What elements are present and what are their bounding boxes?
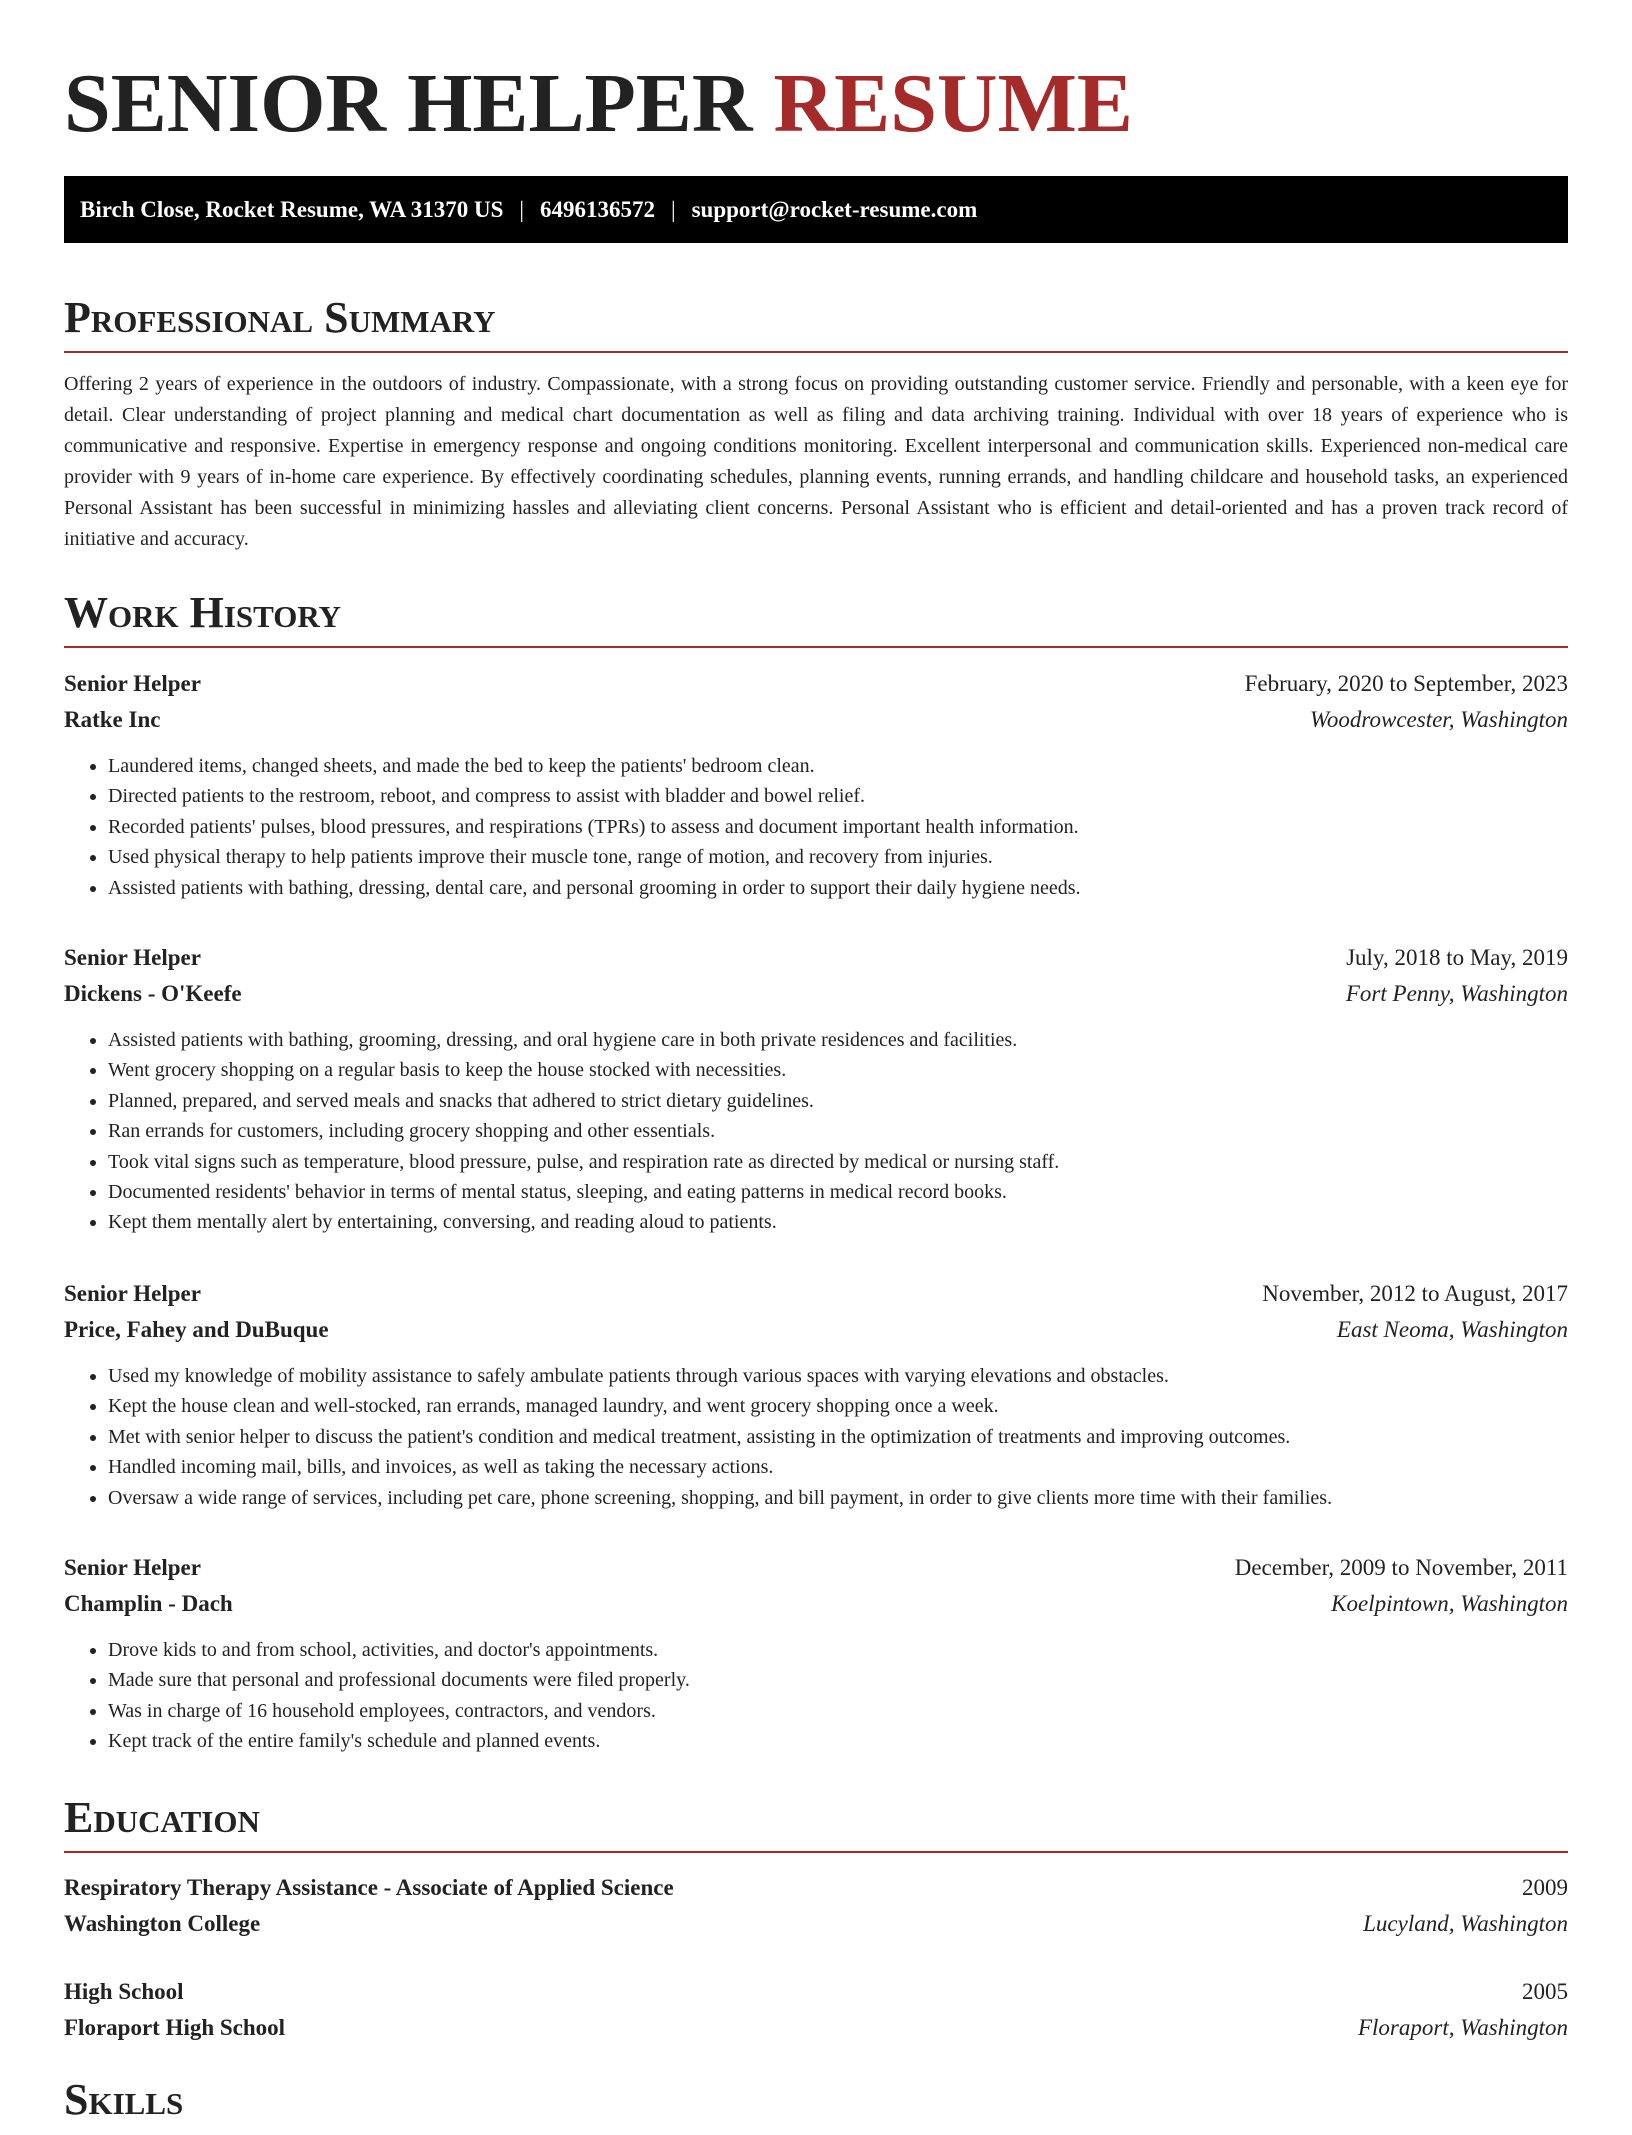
job-bullet: • Made sure that personal and professional documents were filed properly.: [108, 1665, 1568, 1695]
job-bullet: • Documented residents' behavior in terms of mental status, sleeping, and eating patterns in medical record books.: [108, 1177, 1568, 1207]
section-heading-work: Work History: [64, 587, 1568, 648]
job-bullet: • Directed patients to the restroom, reboot, and compress to assist with bladder and bowel relief.: [108, 781, 1568, 811]
job-entry: [64, 940, 1568, 1238]
summary-text: Offering 2 years of experience in the outdoors of industry. Compassionate, with a strong focus on providing outstanding customer service. Friendly and personable, with a keen eye for detail. Clear understanding of project planning and medical chart documentation as well as filing and data archiving training. Individual with over 18 years of experience who is communicative and responsive. Expertise in emergency response and ongoing conditions monitoring. Excellent interpersonal and communication skills. Experienced non-medical care provider with 9 years of in-home care experience. By effectively coordinating schedules, planning events, running errands, and handling childcare and household tasks, an experienced Personal Assistant has been successful in minimizing hassles and alleviating client concerns. Personal Assistant who is efficient and detail-oriented and has a proven track record of initiative and accuracy.: [64, 373, 1568, 550]
contact-email: support@rocket-resume.com: [691, 196, 978, 222]
job-location: Fort Penny, Washington: [1345, 981, 1568, 1006]
job-bullet: • Went grocery shopping on a regular basis to keep the house stocked with necessities.: [108, 1055, 1568, 1085]
resume-title: [64, 56, 1133, 152]
job-title: Senior Helper: [64, 1281, 201, 1306]
job-company: Ratke Inc: [64, 707, 161, 732]
job-bullet: • Took vital signs such as temperature, blood pressure, pulse, and respiration rate as directed by medical or nursing staff.: [108, 1147, 1568, 1177]
education-year: 2005: [1522, 1979, 1568, 2004]
job-title: Senior Helper: [64, 945, 201, 970]
education-entry: [64, 1974, 1568, 2046]
job-dates: July, 2018 to May, 2019: [1346, 945, 1568, 970]
job-company: Price, Fahey and DuBuque: [64, 1317, 329, 1342]
contact-phone: 6496136572: [539, 196, 655, 222]
job-bullet: • Used physical therapy to help patients improve their muscle tone, range of motion, and recovery from injuries.: [108, 842, 1568, 872]
job-bullet: • Planned, prepared, and served meals and snacks that adhered to strict dietary guidelines.: [108, 1086, 1568, 1116]
education-year: 2009: [1522, 1875, 1568, 1900]
job-bullet: • Used my knowledge of mobility assistance to safely ambulate patients through various spaces with varying elevations and obstacles.: [108, 1361, 1568, 1391]
contact-bar: [64, 176, 1568, 243]
job-bullet: • Met with senior helper to discuss the patient's condition and medical treatment, assisting in the optimization of treatments and improving outcomes.: [108, 1422, 1568, 1452]
job-bullet: • Kept the house clean and well-stocked, ran errands, managed laundry, and went grocery shopping once a week.: [108, 1391, 1568, 1421]
contact-address: Birch Close, Rocket Resume, WA 31370 US: [80, 196, 504, 222]
job-dates: December, 2009 to November, 2011: [1234, 1555, 1568, 1580]
job-bullet: • Kept track of the entire family's schedule and planned events.: [108, 1726, 1568, 1756]
job-location: East Neoma, Washington: [1336, 1317, 1568, 1342]
job-bullet: • Assisted patients with bathing, grooming, dressing, and oral hygiene care in both private residences and facilities.: [108, 1025, 1568, 1055]
job-dates: November, 2012 to August, 2017: [1262, 1281, 1568, 1306]
job-bullet: • Ran errands for customers, including grocery shopping and other essentials.: [108, 1116, 1568, 1146]
job-company: Champlin - Dach: [64, 1591, 233, 1616]
title-accent: RESUME: [773, 57, 1133, 150]
job-location: Woodrowcester, Washington: [1309, 707, 1568, 732]
job-entry: [64, 1276, 1568, 1513]
job-bullets: [64, 1025, 1568, 1238]
job-bullet: • Drove kids to and from school, activities, and doctor's appointments.: [108, 1635, 1568, 1665]
contact-separator: |: [670, 196, 676, 222]
job-dates: February, 2020 to September, 2023: [1244, 671, 1568, 696]
job-company: Dickens - O'Keefe: [64, 981, 242, 1006]
job-bullet: • Recorded patients' pulses, blood pressures, and respirations (TPRs) to assess and document important health information.: [108, 812, 1568, 842]
education-location: Floraport, Washington: [1357, 2015, 1568, 2040]
job-entry: [64, 1550, 1568, 1757]
section-heading-summary: Professional Summary: [64, 292, 1568, 353]
education-entry: [64, 1870, 1568, 1942]
job-location: Koelpintown, Washington: [1331, 1591, 1568, 1616]
job-bullet: • Assisted patients with bathing, dressing, dental care, and personal grooming in order to support their daily hygiene needs.: [108, 873, 1568, 903]
education-school: Floraport High School: [64, 2015, 286, 2040]
education-degree: Respiratory Therapy Assistance - Associate of Applied Science: [64, 1875, 674, 1900]
contact-separator: |: [519, 196, 524, 222]
job-bullet: • Oversaw a wide range of services, including pet care, phone screening, shopping, and bill payment, in order to give clients more time with their families.: [108, 1483, 1568, 1513]
job-bullet: • Was in charge of 16 household employees, contractors, and vendors.: [108, 1696, 1568, 1726]
job-bullet: • Kept them mentally alert by entertaining, conversing, and reading aloud to patients.: [108, 1207, 1568, 1237]
job-title: Senior Helper: [64, 671, 201, 696]
job-bullet: • Handled incoming mail, bills, and invoices, as well as taking the necessary actions.: [108, 1452, 1568, 1482]
job-bullet: • Laundered items, changed sheets, and made the bed to keep the patients' bedroom clean.: [108, 751, 1568, 781]
education-location: Lucyland, Washington: [1363, 1911, 1568, 1936]
education-school: Washington College: [64, 1911, 261, 1936]
job-bullets: [64, 1361, 1568, 1513]
job-title: Senior Helper: [64, 1555, 201, 1580]
job-bullets: [64, 1635, 1568, 1757]
education-degree: High School: [64, 1979, 184, 2004]
section-heading-skills: Skills: [64, 2075, 184, 2124]
section-heading-education: Education: [64, 1792, 1568, 1853]
job-bullets: [64, 751, 1568, 903]
job-entry: [64, 666, 1568, 903]
title-main: SENIOR HELPER: [64, 57, 753, 150]
